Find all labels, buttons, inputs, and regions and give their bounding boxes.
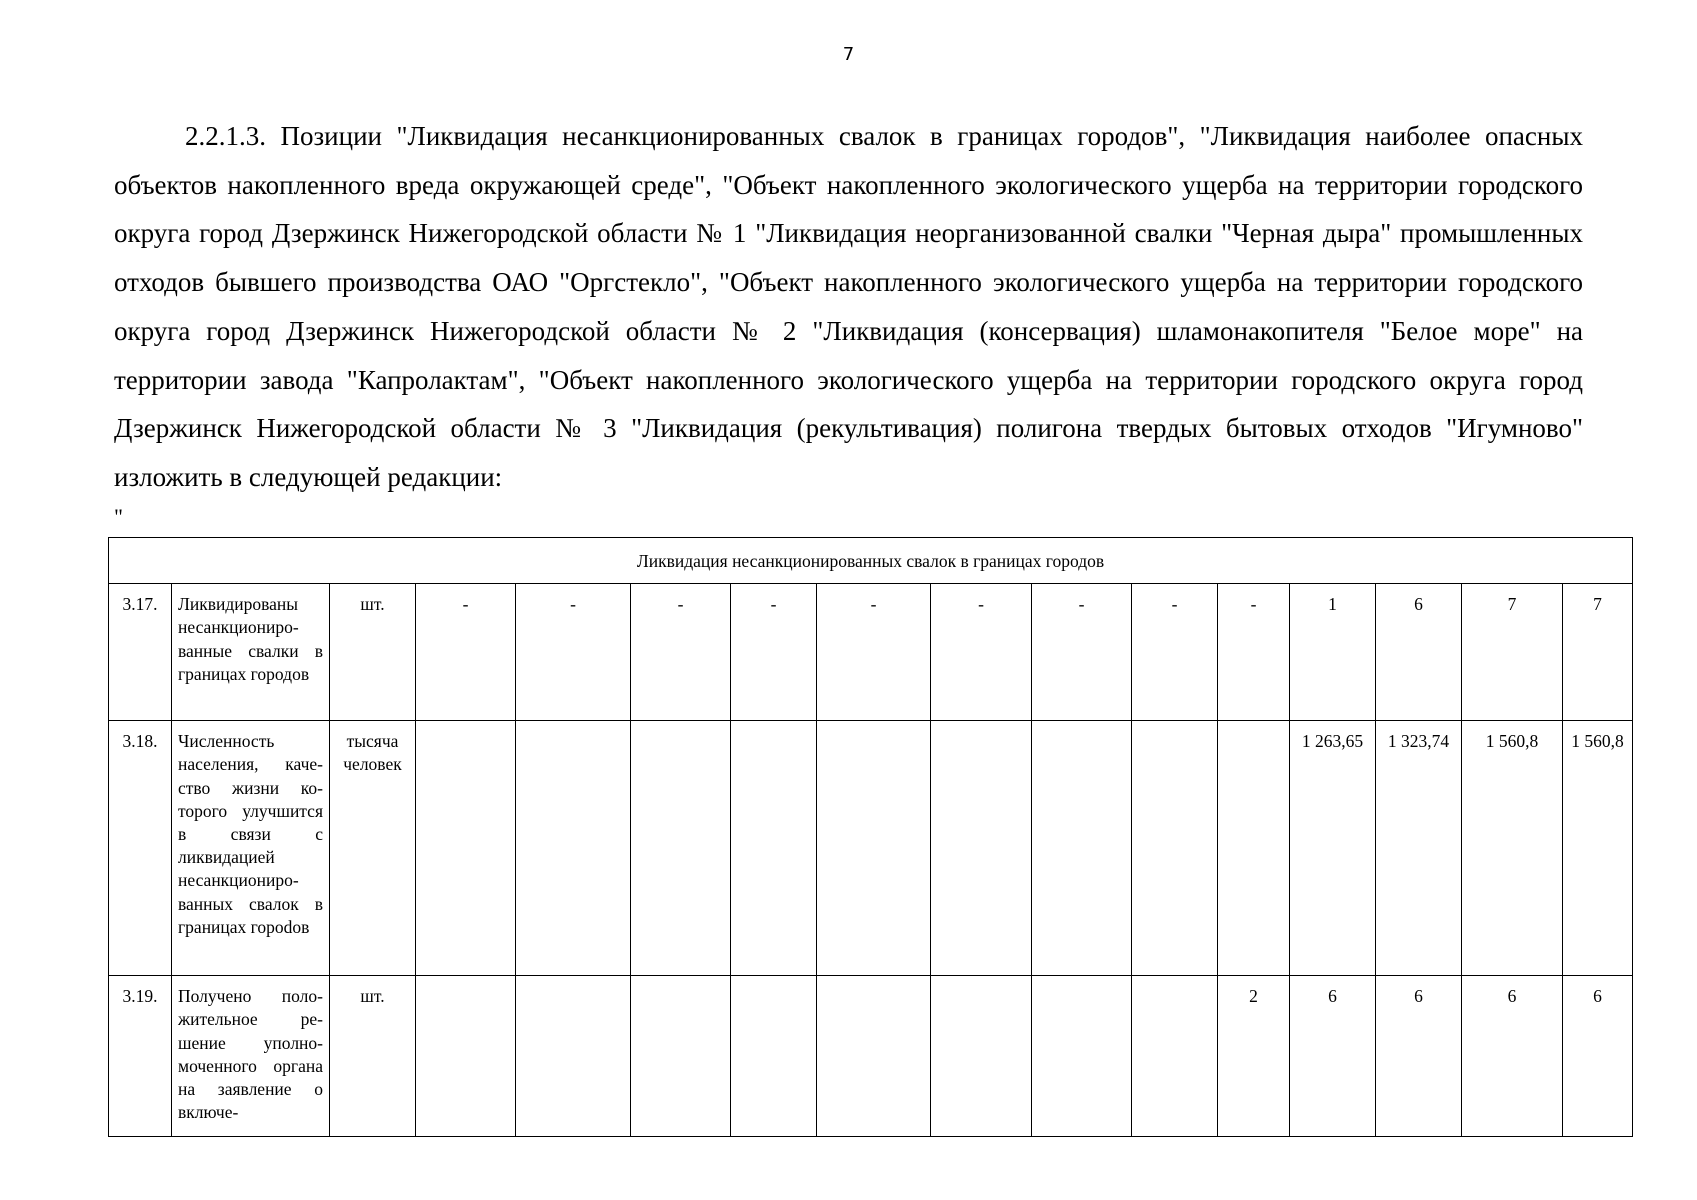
indicator-name: Получено положительное решение уполномоченного органа на заявление о включе- [172, 976, 330, 1137]
unit-cell: шт. [330, 976, 416, 1137]
value-cell [631, 721, 731, 976]
value-cell: - [1132, 584, 1218, 721]
value-cell: 1 263,65 [1290, 721, 1376, 976]
value-cell: 2 [1218, 976, 1290, 1137]
table-row [109, 976, 1633, 1137]
value-cell: 6 [1462, 976, 1563, 1137]
value-cell [931, 721, 1032, 976]
value-cell: 1 323,74 [1376, 721, 1462, 976]
opening-quote-mark: " [114, 504, 123, 529]
value-cell [817, 976, 931, 1137]
value-cell: - [416, 584, 516, 721]
unit-cell: шт. [330, 584, 416, 721]
value-cell: 1 560,8 [1462, 721, 1563, 976]
value-cell: 7 [1462, 584, 1563, 721]
value-cell: 6 [1290, 976, 1376, 1137]
unit-cell: тысяча человек [330, 721, 416, 976]
table-section-row [109, 538, 1633, 584]
value-cell: - [631, 584, 731, 721]
value-cell: 6 [1563, 976, 1633, 1137]
value-cell [931, 976, 1032, 1137]
value-cell [1032, 721, 1132, 976]
value-cell: 7 [1563, 584, 1633, 721]
value-cell [731, 721, 817, 976]
value-cell [817, 721, 931, 976]
value-cell [416, 976, 516, 1137]
value-cell [516, 721, 631, 976]
value-cell [1132, 976, 1218, 1137]
value-cell [416, 721, 516, 976]
amendment-paragraph: 2.2.1.3. Позиции "Ликвидация несанкционированных свалок в границах городов", "Ликвидация наиболее опасных объектов накопленного вреда окружающей среде", "Объект накопленного экологического ущерба на территории городского округа город Дзержинск Нижегородской области № 1 "Ликвидация неорганизованной свалки "Черная дыра" промышленных отходов бывшего производства ОАО "Оргстекло", "Объект накопленного экологического ущерба на территории городского округа город Дзержинск Нижегородской области № 2 "Ликвидация (консервация) шламонакопителя "Белое море" на территории завода "Капролактам", "Объект накопленного экологического ущерба на территории городского округа город Дзержинск Нижегородской области № 3 "Ликвидация (рекультивация) полигона твердых бытовых отходов "Игумново" изложить в следующей редакции: [114, 121, 1583, 492]
value-cell: - [1218, 584, 1290, 721]
indicator-name: Ликвидированы несанкционированные свалки в границах городов [172, 584, 330, 721]
row-number: 3.18. [109, 721, 172, 976]
row-number: 3.19. [109, 976, 172, 1137]
value-cell [631, 976, 731, 1137]
section-title: Ликвидация несанкционированных свалок в границах городов [109, 538, 1633, 584]
value-cell: - [817, 584, 931, 721]
value-cell [1132, 721, 1218, 976]
value-cell: 6 [1376, 584, 1462, 721]
row-number: 3.17. [109, 584, 172, 721]
value-cell [1032, 976, 1132, 1137]
value-cell: 1 [1290, 584, 1376, 721]
indicator-name: Численность населения, качество жизни которого улучшится в связи с ликвидацией несанкционированных свалок в границах гороdов [172, 721, 330, 976]
value-cell: - [931, 584, 1032, 721]
table-row [109, 584, 1633, 721]
indicators-table [108, 537, 1633, 1137]
value-cell: - [731, 584, 817, 721]
value-cell [731, 976, 817, 1137]
value-cell: 1 560,8 [1563, 721, 1633, 976]
value-cell: 6 [1376, 976, 1462, 1137]
value-cell [1218, 721, 1290, 976]
value-cell: - [1032, 584, 1132, 721]
value-cell [516, 976, 631, 1137]
page-number: 7 [842, 44, 855, 65]
value-cell: - [516, 584, 631, 721]
table-row [109, 721, 1633, 976]
